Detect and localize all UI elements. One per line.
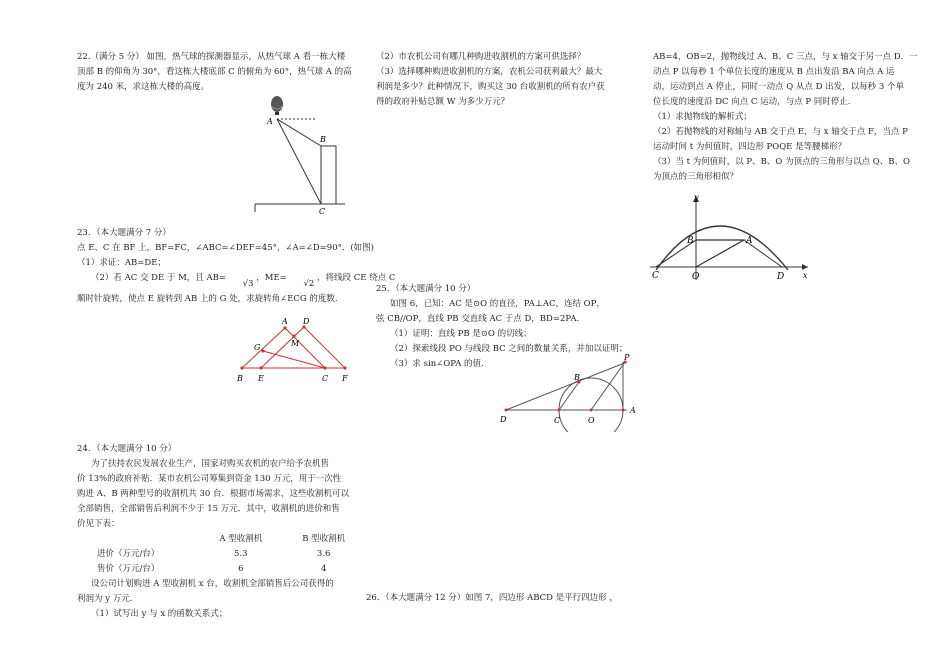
q22-line: 顶部 B 的仰角为 30°，看这栋大楼底部 C 的俯角为 60°，热气球 A 的高 [77, 67, 352, 77]
point-label-m: M [291, 339, 300, 348]
q25-figure [494, 352, 644, 432]
q24-line: 价 13%的政府补贴．某市农机公司筹集到资金 130 万元，用于一次性 [77, 474, 342, 484]
q24-line: 购进 A、B 两种型号的收割机共 30 台．根据市场需求，这些收割机可以 [77, 489, 350, 499]
table-row: 进价（万元/台） 5.3 3.6 [97, 549, 331, 559]
q23-line: 点 E、C 在 BF 上，BF=FC，∠ABC=∠DEF=45°，∠A=∠D=90°．(如图) [77, 243, 374, 253]
sqrt-three: √3 [242, 279, 254, 289]
q23-figure [234, 315, 359, 387]
table-row: 售价（万元/台） 6 4 [97, 564, 327, 574]
point-label-a: A [746, 236, 753, 246]
price-table [87, 532, 355, 577]
point-label-d: D [303, 317, 310, 326]
q24-line: 价见下表： [77, 519, 120, 529]
q24-cont-line: 利润是多少？此种情况下，购买这 30 台收割机的所有农户获 [376, 82, 605, 92]
point-label-c: C [652, 271, 659, 281]
q25-line: （3）求 sin∠OPA 的值. [390, 359, 484, 369]
q25-line: 弦 CB//OP，直线 PB 交直线 AC 于点 D，BD=2PA. [376, 314, 580, 324]
q22-line: 度为 240 米，求这栋大楼的高度。 [77, 82, 210, 92]
q26-line: AB=4，OB=2，抛物线过 A、B、C 三点，与 x 轴交于另一点 D．一 [653, 52, 918, 62]
point-label-c: C [554, 416, 561, 425]
q23-line: （1）求证：AB=DE； [77, 258, 166, 268]
balloon-icon [271, 96, 283, 115]
q24-line: 为了扶持农民发展农业生产，国家对购买农机的农户给予农机售 [91, 459, 330, 469]
q26-lead: 26．（本大题满分 12 分）如图 7，四边形 ABCD 是平行四边形 ， [366, 593, 618, 603]
q24-line: 设公司计划购进 A 型收割机 x 台，收割机全部销售后公司获得的 [91, 579, 334, 589]
q25-line: （1）证明：直线 PB 是⊙O 的切线； [390, 329, 532, 339]
q24-cont-line: （3）选择哪种购进收割机的方案，农机公司获利最大？最大 [376, 67, 603, 77]
column-right [653, 50, 918, 185]
point-label-a: A [630, 406, 636, 415]
point-label-c: C [322, 374, 329, 383]
q24-line: 全部销售，全部销售后利润不少于 15 万元．其中，收割机的进价和售 [77, 504, 340, 514]
sqrt-two: √2 [303, 279, 315, 289]
q22-line: 22.（满分 5 分） 如图，热气球的探测器显示，从热气球 A 看一栋大楼 [77, 52, 346, 62]
q24-title: 24．（本大题满分 10 分） [77, 444, 177, 454]
q26-figure [648, 192, 813, 284]
point-label-b: B [687, 236, 694, 246]
q26-line: （1）求抛物线的解析式； [653, 112, 752, 122]
point-label-b: B [237, 374, 243, 383]
point-label-f: F [342, 374, 348, 383]
q24-line: 利润为 y 万元. [77, 594, 133, 604]
q23-line: （2）若 AC 交 DE 于 M，且 AB= √3 ，ME= √2 ，将线段 CE 绕点 C [77, 271, 395, 286]
point-label-a: A [282, 317, 288, 326]
q23-block [77, 226, 395, 307]
q26-line: 为顶点的三角形相似？ [653, 172, 739, 182]
q25-line: 如图 6，已知：AC 是⊙O 的直径，PA⊥AC，连结 OP， [390, 299, 605, 309]
point-label-o: O [588, 416, 595, 425]
point-label-b: B [320, 135, 326, 144]
point-label-d: D [500, 415, 507, 424]
q22-figure [245, 92, 355, 217]
q26-line: 位长度的速度沿 DC 向点 C 运动，与点 P 同时停止. [653, 97, 851, 107]
q23-line: 顺时针旋转，使点 E 旋转到 AB 上的 G 处，求旋转角∠ECG 的度数. [77, 294, 338, 304]
q26-line: 动点 P 以每秒 1 个单位长度的速度从 B 点出发沿 BA 向点 A 运 [653, 67, 895, 77]
table-header-row: A 型收割机 B 型收割机 [219, 534, 346, 544]
q26-line: 动，运动到点 A 停止，同时一动点 Q 从点 D 出发，以每秒 3 个单 [653, 82, 904, 92]
point-label-d: D [777, 272, 785, 282]
q24-block [77, 442, 355, 622]
q26-line: （2）若抛物线的对称轴与 AB 交于点 E，与 x 轴交于点 F，当点 P [653, 127, 908, 137]
q24-cont-line: （2）市农机公司有哪几种购进收割机的方案可供选择？ [376, 52, 586, 62]
point-label-c: C [319, 207, 326, 216]
q26-line: 运动时间 t 为何值时，四边形 POQE 是等腰梯形？ [653, 142, 847, 152]
point-label-g: G [254, 343, 261, 352]
q26-line: （3）当 t 为何值时，以 P、B、O 为顶点的三角形与以点 Q、B、O [653, 157, 910, 167]
axis-label-x: x [803, 271, 808, 280]
q24-cont-line: 得的政府补贴总额 W 为多少万元？ [376, 97, 510, 107]
q23-title: 23．（本大题满分 7 分） [77, 228, 171, 238]
q24-line: （1）试写出 y 与 x 的函数关系式； [91, 609, 228, 619]
column-left [77, 50, 363, 95]
q25-title: 25．（本大题满分 10 分） [376, 284, 476, 294]
point-label-o: O [692, 272, 700, 282]
point-label-a: A [267, 117, 273, 126]
axis-label-y: y [694, 193, 699, 202]
point-label-b: B [574, 373, 580, 382]
column-middle [376, 50, 632, 110]
point-label-e: E [258, 374, 264, 383]
q25-line: （2）探索线段 PO 与线段 BC 之间的数量关系，并加以证明； [390, 344, 628, 354]
point-label-p: P [624, 353, 630, 362]
